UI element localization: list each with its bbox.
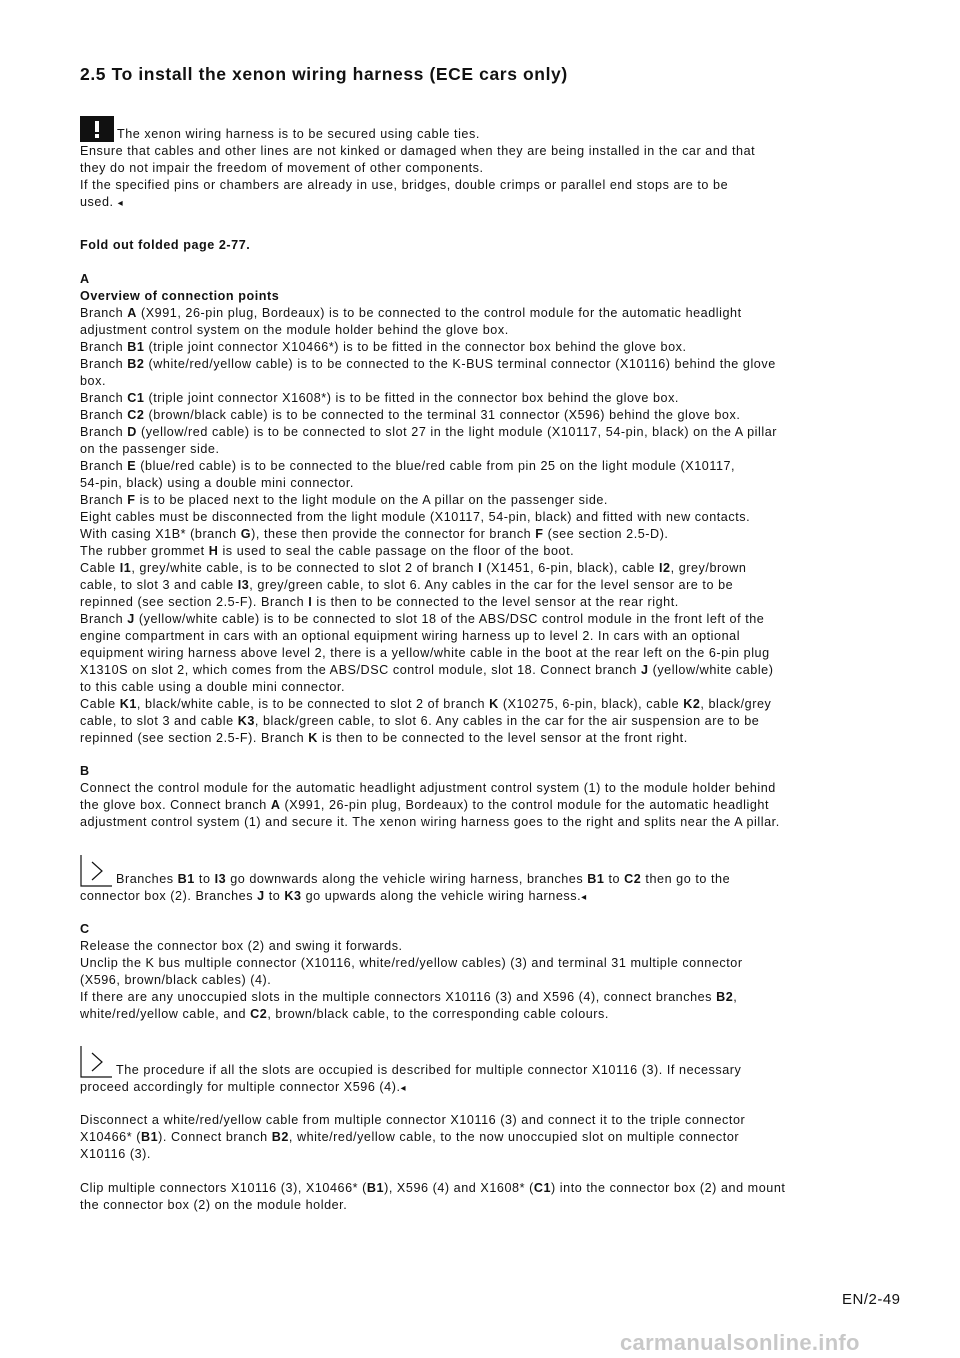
watermark-logo: carmanualsonline.info — [620, 1330, 860, 1355]
text-line: cable, to slot 3 and cable K3, black/green cable, to slot 6. Any cables in the car for the air suspension are to be — [80, 714, 760, 728]
warning-line-5: used. — [80, 195, 114, 209]
text-line: X10116 (3). — [80, 1147, 151, 1161]
text-line: Branch D (yellow/red cable) is to be connected to slot 27 in the light module (X10117, 54-pin, black) on the A pillar — [80, 425, 777, 439]
paragraph-disconnect — [80, 1112, 910, 1163]
text-line: cable, to slot 3 and cable I3, grey/green cable, to slot 6. Any cables in the car for the level sensor are to be — [80, 578, 734, 592]
text-line: Clip multiple connectors X10116 (3), X10466* (B1), X596 (4) and X1608* (C1) into the connector box (2) and mount — [80, 1181, 786, 1195]
note-c — [80, 1045, 910, 1097]
section-c-body — [80, 938, 910, 1023]
text-line: adjustment control system on the module holder behind the glove box. — [80, 323, 509, 337]
text-line: Branch E (blue/red cable) is to be connected to the blue/red cable from pin 25 on the light module (X10117, — [80, 459, 736, 473]
paragraph-clip — [80, 1180, 910, 1214]
note-b-line-1: Branches B1 to I3 go downwards along the vehicle wiring harness, branches B1 to C2 then go to the — [116, 872, 731, 886]
warning-line-2: Ensure that cables and other lines are not kinked or damaged when they are being installed in the car and that — [80, 144, 756, 158]
text-line: Cable I1, grey/white cable, is to be connected to slot 2 of branch I (X1451, 6-pin, black), cable I2, grey/brown — [80, 561, 747, 575]
text-line: (X596, brown/black cables) (4). — [80, 973, 272, 987]
fold-out-instruction — [80, 237, 910, 254]
text-line: repinned (see section 2.5-F). Branch K is then to be connected to the level sensor at the front right. — [80, 731, 688, 745]
end-marker: ◂ — [117, 198, 123, 209]
text-line: Branch B1 (triple joint connector X10466*) is to be fitted in the connector box behind the glove box. — [80, 340, 687, 354]
text-line: X10466* (B1). Connect branch B2, white/red/yellow cable, to the now unoccupied slot on multiple connector — [80, 1130, 740, 1144]
text-line: Cable K1, black/white cable, is to be connected to slot 2 of branch K (X10275, 6-pin, black), cable K2, black/grey — [80, 697, 772, 711]
text-line: on the passenger side. — [80, 442, 220, 456]
text-line: With casing X1B* (branch G), these then provide the connector for branch F (see section 2.5-D). — [80, 527, 669, 541]
section-b-letter: B — [80, 764, 90, 778]
note-b — [80, 854, 910, 906]
text-line: engine compartment in cars with an optional equipment wiring harness up to level 2. In cars with an optional — [80, 629, 741, 643]
section-a-letter: A — [80, 272, 90, 286]
section-b-body — [80, 780, 910, 831]
text-line: the glove box. Connect branch A (X991, 26-pin plug, Bordeaux) to the control module for the automatic headlight — [80, 798, 770, 812]
text-line: Unclip the K bus multiple connector (X10116, white/red/yellow cables) (3) and terminal 31 multiple connector — [80, 956, 743, 970]
fold-out-text: Fold out folded page 2-77. — [80, 238, 251, 252]
section-c — [80, 921, 910, 1023]
text-line: Eight cables must be disconnected from the light module (X10117, 54-pin, black) and fitted with new contacts. — [80, 510, 751, 524]
text-line: the connector box (2) on the module holder. — [80, 1198, 348, 1212]
text-line: The rubber grommet H is used to seal the cable passage on the floor of the boot. — [80, 544, 575, 558]
text-line: Branch A (X991, 26-pin plug, Bordeaux) is to be connected to the control module for the automatic headlight — [80, 306, 742, 320]
page-number: EN/2-49 — [842, 1291, 901, 1308]
note-c-line-2: proceed accordingly for multiple connector X596 (4). — [80, 1080, 401, 1094]
end-marker: ◂ — [581, 892, 587, 903]
text-line: Branch B2 (white/red/yellow cable) is to be connected to the K-BUS terminal connector (X10116) behind the glove — [80, 357, 776, 371]
section-c-letter: C — [80, 922, 90, 936]
section-a-body — [80, 305, 910, 747]
note-b-line-2: connector box (2). Branches J to K3 go upwards along the vehicle wiring harness. — [80, 889, 582, 903]
end-marker: ◂ — [400, 1083, 406, 1094]
text-line: box. — [80, 374, 107, 388]
section-a — [80, 271, 910, 747]
note-arrow-icon — [80, 854, 113, 887]
text-line: 54-pin, black) using a double mini connector. — [80, 476, 354, 490]
section-a-heading: Overview of connection points — [80, 289, 280, 303]
warning-note — [80, 116, 910, 212]
warning-icon — [80, 116, 114, 142]
text-line: Disconnect a white/red/yellow cable from multiple connector X10116 (3) and connect it to the triple connector — [80, 1113, 746, 1127]
page-title: 2.5 To install the xenon wiring harness (ECE cars only) — [80, 64, 568, 84]
text-line: equipment wiring harness above level 2, there is a yellow/white cable in the boot at the rear left on the 6-pin plug — [80, 646, 770, 660]
text-line: to this cable using a double mini connector. — [80, 680, 346, 694]
note-arrow-icon — [80, 1045, 113, 1078]
text-line: Release the connector box (2) and swing it forwards. — [80, 939, 403, 953]
text-line: Branch F is to be placed next to the light module on the A pillar on the passenger side. — [80, 493, 608, 507]
warning-line-4: If the specified pins or chambers are already in use, bridges, double crimps or parallel end stops are to be — [80, 178, 729, 192]
text-line: If there are any unoccupied slots in the multiple connectors X10116 (3) and X596 (4), connect branches B2, — [80, 990, 738, 1004]
text-line: repinned (see section 2.5-F). Branch I is then to be connected to the level sensor at the rear right. — [80, 595, 679, 609]
text-line: white/red/yellow cable, and C2, brown/black cable, to the corresponding cable colours. — [80, 1007, 609, 1021]
warning-line-1: The xenon wiring harness is to be secured using cable ties. — [117, 127, 480, 141]
text-line: Branch C2 (brown/black cable) is to be connected to the terminal 31 connector (X596) behind the glove box. — [80, 408, 741, 422]
text-line: Branch C1 (triple joint connector X1608*) is to be fitted in the connector box behind the glove box. — [80, 391, 679, 405]
note-c-line-1: The procedure if all the slots are occupied is described for multiple connector X10116 (3). If necessary — [116, 1063, 742, 1077]
text-line: Connect the control module for the automatic headlight adjustment control system (1) to the module holder behind — [80, 781, 776, 795]
text-line: adjustment control system (1) and secure it. The xenon wiring harness goes to the right and splits near the A pillar. — [80, 815, 780, 829]
warning-line-3: they do not impair the freedom of movement of other components. — [80, 161, 484, 175]
text-line: X1310S on slot 2, which comes from the ABS/DSC control module, slot 18. Connect branch J (yellow/white cable) — [80, 663, 774, 677]
text-line: Branch J (yellow/white cable) is to be connected to slot 18 of the ABS/DSC control module in the front left of the — [80, 612, 765, 626]
section-b — [80, 763, 910, 831]
